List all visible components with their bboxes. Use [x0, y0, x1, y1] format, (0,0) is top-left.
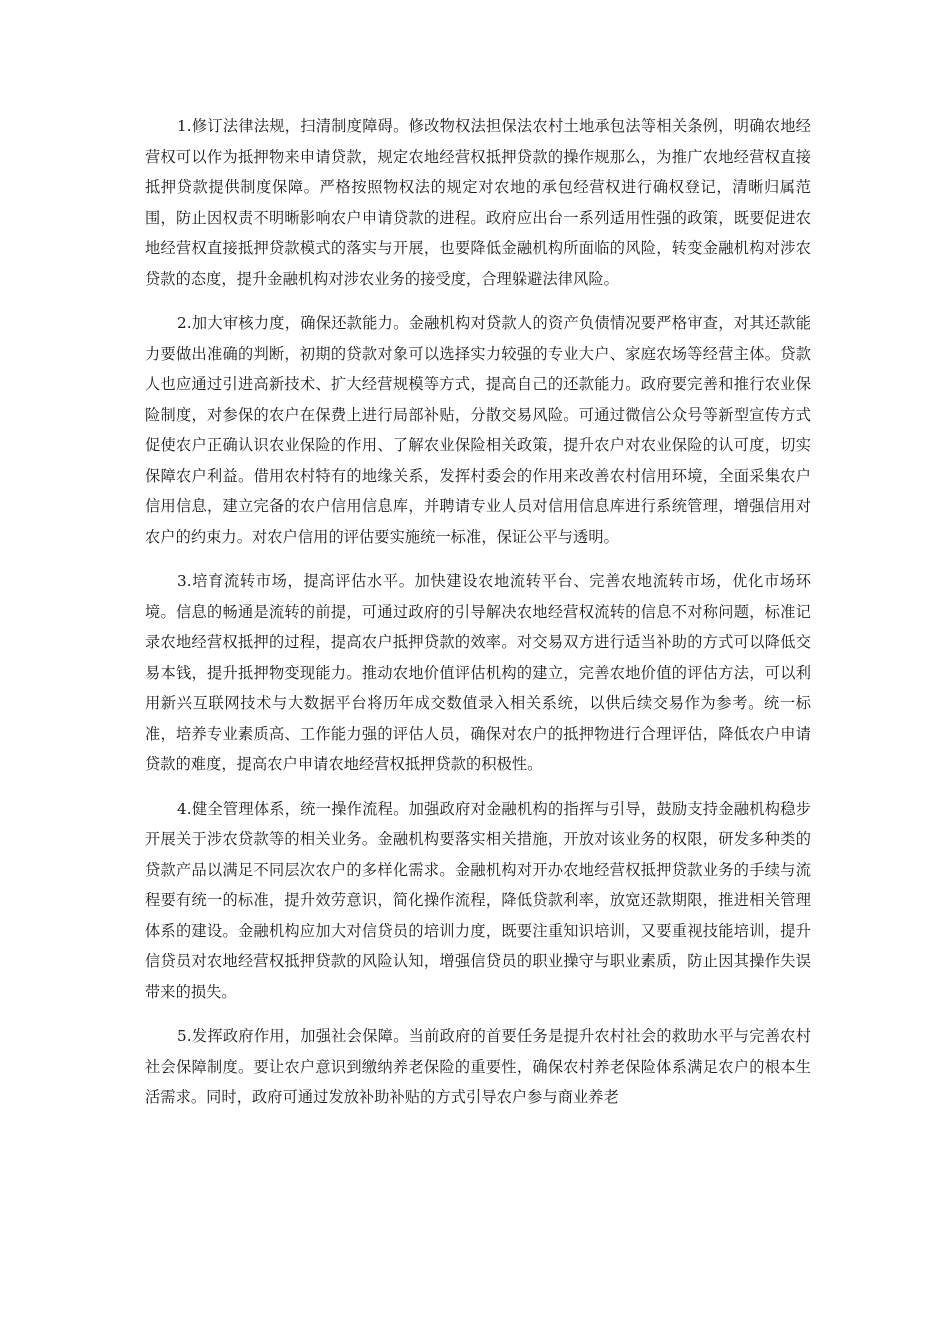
- document-body: [145, 111, 811, 1127]
- paragraph-5: 5.发挥政府作用，加强社会保障。当前政府的首要任务是提升农村社会的救助水平与完善农村社会保障制度。要让农户意识到缴纳养老保险的重要性，确保农村养老保险体系满足农户的根本生活需求。同时，政府可通过发放补助补贴的方式引导农户参与商业养老: [145, 1027, 811, 1106]
- paragraph-4: 4.健全管理体系，统一操作流程。加强政府对金融机构的指挥与引导，鼓励支持金融机构稳步开展关于涉农贷款等的相关业务。金融机构要落实相关措施，开放对该业务的权限，研发多种类的贷款产品以满足不同层次农户的多样化需求。金融机构对开办农地经营权抵押贷款业务的手续与流程要有统一的标准，提升效劳意识，简化操作流程，降低贷款利率，放宽还款期限，推进相关管理体系的建设。金融机构应加大对信贷员的培训力度，既要注重知识培训，又要重视技能培训，提升信贷员对农地经营权抵押贷款的风险认知，增强信贷员的职业操守与职业素质，防止因其操作失误带来的损失。: [145, 799, 811, 1001]
- paragraph-2: 2.加大审核力度，确保还款能力。金融机构对贷款人的资产负债情况要严格审查，对其还款能力要做出准确的判断，初期的贷款对象可以选择实力较强的专业大户、家庭农场等经营主体。贷款人也应通过引进高新技术、扩大经营规模等方式，提高自己的还款能力。政府要完善和推行农业保险制度，对参保的农户在保费上进行局部补贴，分散交易风险。可通过微信公众号等新型宣传方式促使农户正确认识农业保险的作用、了解农业保险相关政策，提升农户对农业保险的认可度，切实保障农户利益。借用农村特有的地缘关系，发挥村委会的作用来改善农村信用环境，全面采集农户信用信息，建立完备的农户信用信息库，并聘请专业人员对信用信息库进行系统管理，增强信用对农户的约束力。对农户信用的评估要实施统一标准，保证公平与透明。: [145, 314, 811, 546]
- paragraph-1: 1.修订法律法规，扫清制度障碍。修改物权法担保法农村土地承包法等相关条例，明确农地经营权可以作为抵押物来申请贷款，规定农地经营权抵押贷款的操作规那么，为推广农地经营权直接抵押贷款提供制度保障。严格按照物权法的规定对农地的承包经营权进行确权登记，清晰归属范围，防止因权责不明晰影响农户申请贷款的进程。政府应出台一系列适用性强的政策，既要促进农地经营权直接抵押贷款模式的落实与开展，也要降低金融机构所面临的风险，转变金融机构对涉农贷款的态度，提升金融机构对涉农业务的接受度，合理躲避法律风险。: [145, 117, 811, 288]
- paragraph-3: 3.培育流转市场，提高评估水平。加快建设农地流转平台、完善农地流转市场，优化市场环境。信息的畅通是流转的前提，可通过政府的引导解决农地经营权流转的信息不对称问题，标准记录农地经营权抵押的过程，提高农户抵押贷款的效率。对交易双方进行适当补助的方式可以降低交易本钱，提升抵押物变现能力。推动农地价值评估机构的建立，完善农地价值的评估方法，可以利用新兴互联网技术与大数据平台将历年成交数值录入相关系统，以供后续交易作为参考。统一标准，培养专业素质高、工作能力强的评估人员，确保对农户的抵押物进行合理评估，降低农户申请贷款的难度，提高农户申请农地经营权抵押贷款的积极性。: [145, 572, 811, 773]
